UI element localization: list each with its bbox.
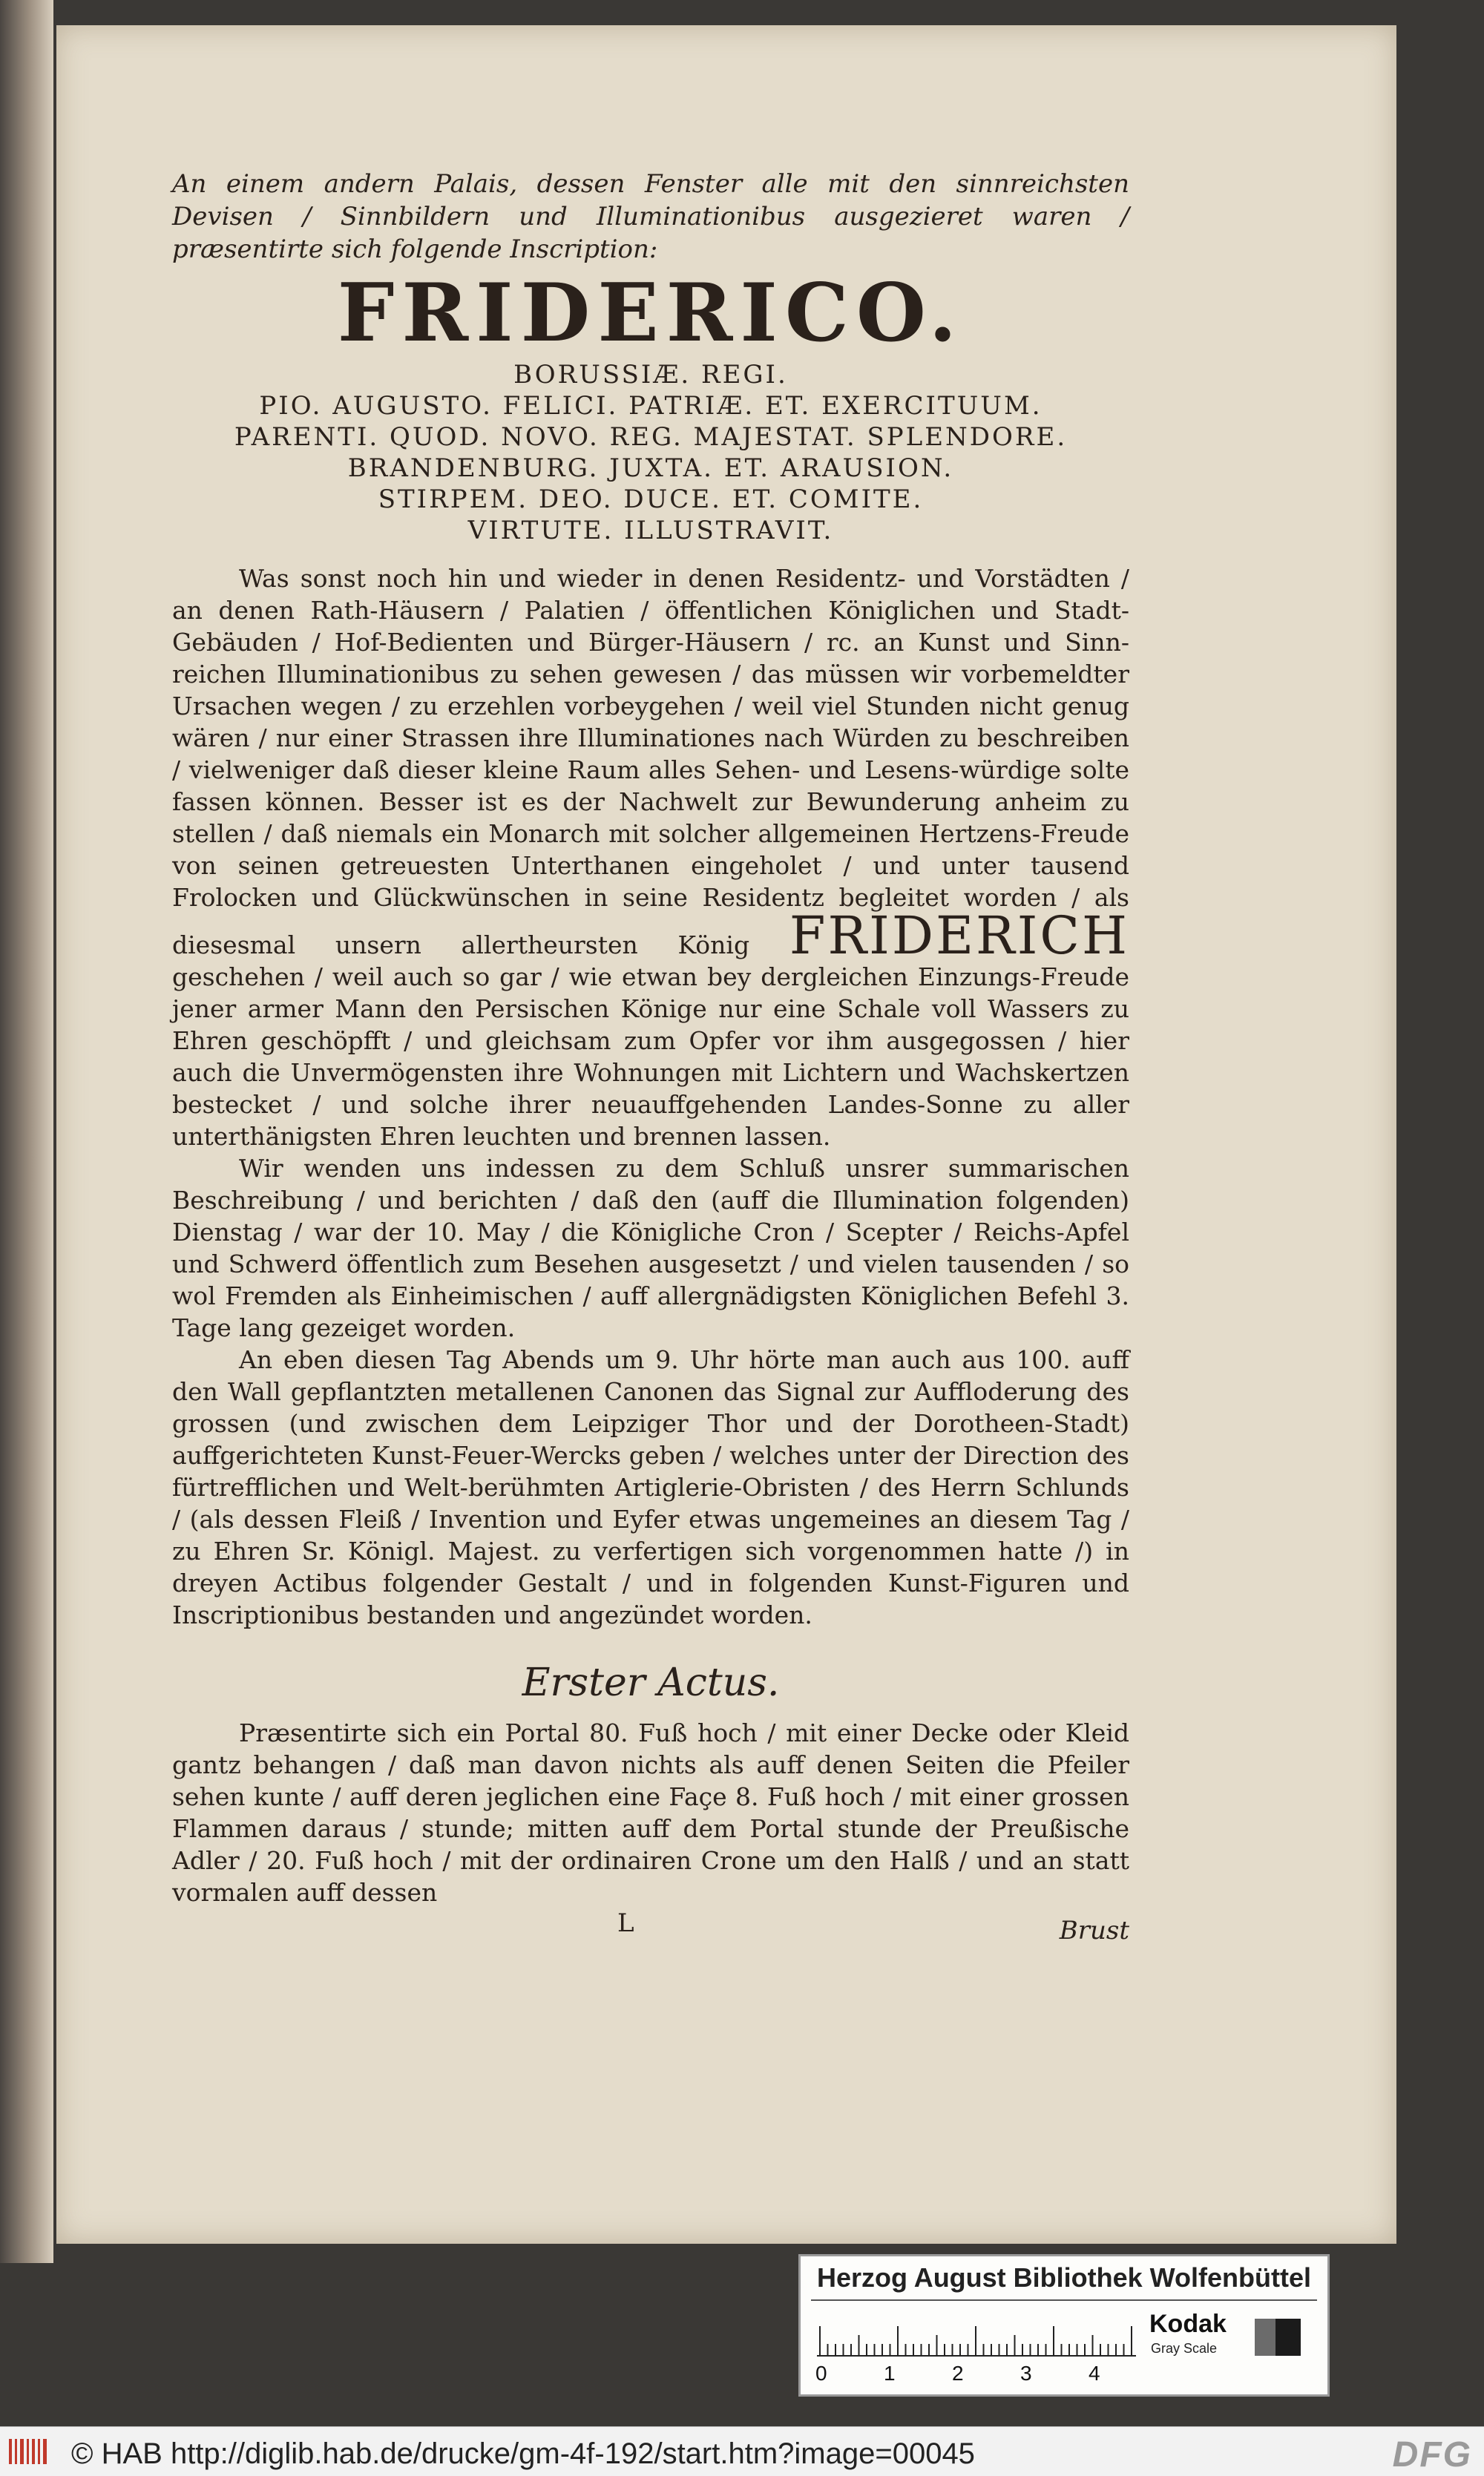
scale-number: 4 (1089, 2362, 1100, 2385)
inscription-line: STIRPEM. DEO. DUCE. ET. COMITE. (378, 485, 924, 514)
viewer-footer (0, 2426, 1484, 2476)
barcode-icon (7, 2437, 52, 2466)
inscription-line: VIRTUTE. ILLUSTRAVIT. (467, 516, 834, 545)
scale-number: 2 (952, 2362, 964, 2385)
paragraph-illuminations (172, 562, 1129, 1152)
body-text-act (172, 1717, 1129, 1908)
paragraph-crown-display: Wir wenden uns indessen zu dem Schluß unsrer summarischen Beschreibung / und berichten / daß den (auff die Illumination folgenden) Dienstag / war der 10. May / die Königliche Cron / Scepter / Reichs-Apfel und Schwerd öffentlich zum Besehen ausgesetzt / und vielen tausenden / so wol Fremden als Einheimischen / auff allergnädigsten Königlichen Befehl 3. Tage lang gezeiget worden. (172, 1154, 1129, 1342)
intro-text: An einem andern Palais, dessen Fenster alle mit den sinnreichsten Devisen / Sinnbildern und Illuminationibus ausgezieret waren / præsentirte sich folgende Inscription: (172, 169, 1129, 264)
ruler-scale (817, 2313, 1136, 2357)
kodak-logo: Kodak (1149, 2310, 1227, 2338)
card-divider (811, 2299, 1317, 2301)
paragraph-text: geschehen / weil auch so gar / wie etwan bey dergleichen Einzungs-Freude jener armer Mann den Persischen Könige nur eine Schale voll Wassers zu Ehren geschöpfft / und gleichsam zum Opfer vor ihm ausgegossen / hier auch die Unvermögensten ihre Wohnungen mit Lichtern und Wachskertzen bestecket / und solche ihrer neuauffgehenden Landes-Sonne zu aller unterthänigsten Ehren leuchten und brennen lassen. (172, 962, 1129, 1151)
gray-scale-label: Gray Scale (1151, 2341, 1218, 2356)
scale-number: 1 (884, 2362, 896, 2385)
dfg-logo: DFG (1392, 2435, 1472, 2475)
inscription-line: BORUSSIÆ. REGI. (513, 360, 788, 390)
section-heading: Erster Actus. (522, 1661, 780, 1705)
body-text (172, 562, 1129, 1631)
paragraph-portal: Præsentirte sich ein Portal 80. Fuß hoch / mit einer Decke oder Kleid gantz behangen / daß man davon nichts als auff denen Seiten die Pfeiler sehen kunte / auff deren jeglichen eine Façe 8. Fuß hoch / mit einer grossen Flammen daraus / stunde; mitten auff dem Portal stunde der Preußische Adler / 20. Fuß hoch / mit der ordinairen Crone um den Halß / und an statt vormalen auff dessen (172, 1718, 1129, 1907)
black-swatch (1275, 2319, 1301, 2356)
paragraph-fireworks: An eben diesen Tag Abends um 9. Uhr hörte man auch aus 100. auff den Wall gepflantzten metallenen Canonen das Signal zur Auffloderung des grossen (und zwischen dem Leipziger Thor und der Dorotheen-Stadt) auffgerichteten Kunst-Feuer-Wercks geben / welches unter der Direction des fürtrefflichen und Welt-berühmten Artiglerie-Obristen / des Herrn Schlunds / (als dessen Fleiß / Invention und Eyfer etwas ungemeines an diesem Tag / zu Ehren Sr. Königl. Majest. zu verfertigen sich vorgenommen hatte /) in dreyen Actibus folgender Gestalt / und in folgenden Kunst-Figuren und Inscriptionibus bestanden und angezündet worden. (172, 1345, 1129, 1629)
signature-mark: L (617, 1908, 634, 1938)
inscription-line: PIO. AUGUSTO. FELICI. PATRIÆ. ET. EXERCITUUM. (259, 391, 1043, 421)
previous-page-edge (0, 0, 53, 2263)
scale-number: 0 (815, 2362, 827, 2385)
paragraph-text: Was sonst noch hin und wieder in denen Residentz- und Vorstädten / an denen Rath-Häusern / Palatien / öffentlichen Königlichen und Stadt-Gebäuden / Hof-Bedienten und Bürger-Häusern / rc. an Kunst und Sinn-reichen Illuminationibus zu sehen gewesen / das müssen wir vorbemeldter Ursachen wegen / zu erzehlen vorbeygehen / weil viel Stunden nicht genug wären / nur einer Strassen ihre Illuminationes nach Würden zu beschreiben / vielweniger daß dieser kleine Raum alles Sehen- und Lesens-würdige solte fassen können. Besser ist es der Nachwelt zur Bewunderung anheim zu stellen / daß niemals ein Monarch mit solcher allgemeinen Hertzens-Freude von seinen getreuesten Unterthanen eingeholet / und unter tausend Frolocken und Glückwünschen in seine Residentz begleitet worden / als diesesmal unsern allertheursten König (172, 564, 1129, 959)
page-footer-marks (172, 1908, 1129, 1945)
gray-swatch (1255, 2319, 1275, 2356)
dedication-title: FRIDERICO. (337, 266, 965, 360)
library-name: Herzog August Bibliothek Wolfenbüttel (817, 2262, 1311, 2293)
inscription-line: PARENTI. QUOD. NOVO. REG. MAJESTAT. SPLENDORE. (234, 422, 1068, 452)
source-link[interactable]: © HAB http://diglib.hab.de/drucke/gm-4f-192/start.htm?image=00045 (71, 2437, 975, 2470)
color-calibration-card (798, 2254, 1330, 2397)
king-name: FRIDERICH (789, 905, 1129, 966)
scale-number: 3 (1020, 2362, 1032, 2385)
page-content (172, 168, 1129, 1945)
scale-numbers (815, 2362, 1142, 2391)
catchword: Brust (1059, 1916, 1129, 1945)
inscription-line: BRANDENBURG. JUXTA. ET. ARAUSION. (347, 453, 954, 483)
